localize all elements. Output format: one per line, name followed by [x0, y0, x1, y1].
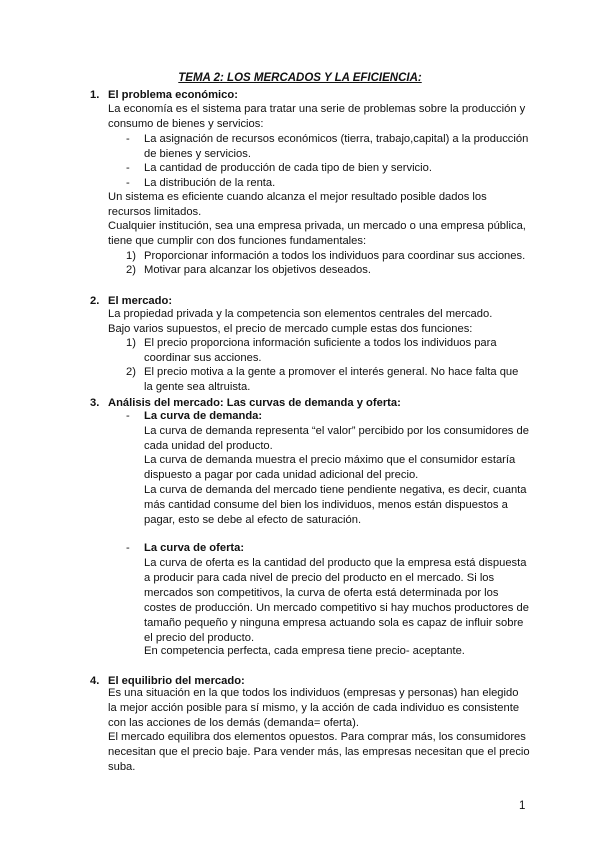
item-number: 1) [126, 337, 136, 349]
bullet-mark: - [126, 410, 130, 422]
demand-paragraph-3: La curva de demanda del mercado tiene pendiente negativa, es decir, cuanta más cantidad consume del bien los individuos, menos están dispuestos a pagar, esto se debe al efecto de saturación. [144, 484, 527, 526]
numbered-item-text: El precio motiva a la gente a promover el interés general. No hace falta que la gente sea altruista. [144, 366, 519, 393]
page-number: 1 [519, 800, 526, 812]
list-item-text: La cantidad de producción de cada tipo de bien y servicio. [144, 162, 432, 174]
section-number: 2. [90, 295, 100, 307]
section-title: El equilibrio del mercado: [108, 675, 245, 687]
section-number: 1. [90, 89, 100, 101]
bullet-mark: - [126, 177, 130, 189]
section-title: El problema económico: [108, 89, 238, 101]
subsection-title: La curva de demanda: [144, 410, 263, 422]
section-1-paragraph-3: Cualquier institución, sea una empresa privada, un mercado o una empresa pública, tiene que cumplir con dos funciones fundamentales: [108, 220, 526, 247]
section-4-paragraph-1: Es una situación en la que todos los individuos (empresas y personas) han elegido la mejor acción posible para sí mismo, y la acción de cada individuo es consistente con las acciones de los demás (demanda= oferta). [108, 687, 520, 729]
item-number: 2) [126, 366, 136, 378]
section-1-paragraph-1: La economía es el sistema para tratar una serie de problemas sobre la producción y consumo de bienes y servicios: [108, 103, 526, 130]
demand-paragraph-2: La curva de demanda muestra el precio máximo que el consumidor estaría dispuesto a pagar por cada unidad adicional del precio. [144, 454, 516, 481]
list-item-text: La distribución de la renta. [144, 177, 276, 189]
item-number: 2) [126, 264, 136, 276]
numbered-item-text: Proporcionar información a todos los individuos para coordinar sus acciones. [144, 250, 526, 262]
section-4-paragraph-2: El mercado equilibra dos elementos opuestos. Para comprar más, los consumidores necesitan que el precio baje. Para vender más, las empresas necesitan que el precio suba. [108, 731, 530, 773]
numbered-item-text: Motivar para alcanzar los objetivos deseados. [144, 264, 371, 276]
section-2-paragraph-1: La propiedad privada y la competencia son elementos centrales del mercado. [108, 308, 493, 320]
subsection-title: La curva de oferta: [144, 542, 245, 554]
section-title: Análisis del mercado: Las curvas de demanda y oferta: [108, 397, 401, 409]
section-number: 4. [90, 675, 100, 687]
section-number: 3. [90, 397, 100, 409]
supply-paragraph-1: La curva de oferta es la cantidad del producto que la empresa está dispuesta a producir para cada nivel de precio del producto en el mercado. Si los mercados son competitivos, la curva de oferta está determinada por los costes de producción. Un mercado competitivo si hay muchos productores de tamaño pequeño y ninguna empresa actuando sola es capaz de influir sobre el precio del producto. [144, 557, 529, 644]
bullet-mark: - [126, 542, 130, 554]
list-item-text: La asignación de recursos económicos (tierra, trabajo,capital) a la producción de bienes y servicios. [144, 133, 529, 160]
section-title: El mercado: [108, 295, 173, 307]
bullet-mark: - [126, 162, 130, 174]
numbered-item-text: El precio proporciona información suficiente a todos los individuos para coordinar sus acciones. [144, 337, 497, 364]
bullet-mark: - [126, 133, 130, 145]
section-2-paragraph-2: Bajo varios supuestos, el precio de mercado cumple estas dos funciones: [108, 323, 473, 335]
document-title: TEMA 2: LOS MERCADOS Y LA EFICIENCIA: [178, 72, 422, 84]
demand-paragraph-1: La curva de demanda representa “el valor” percibido por los consumidores de cada unidad del producto. [144, 425, 529, 452]
supply-paragraph-2: En competencia perfecta, cada empresa tiene precio- aceptante. [144, 645, 465, 657]
section-1-paragraph-2: Un sistema es eficiente cuando alcanza el mejor resultado posible dados los recursos limitados. [108, 191, 487, 218]
item-number: 1) [126, 250, 136, 262]
